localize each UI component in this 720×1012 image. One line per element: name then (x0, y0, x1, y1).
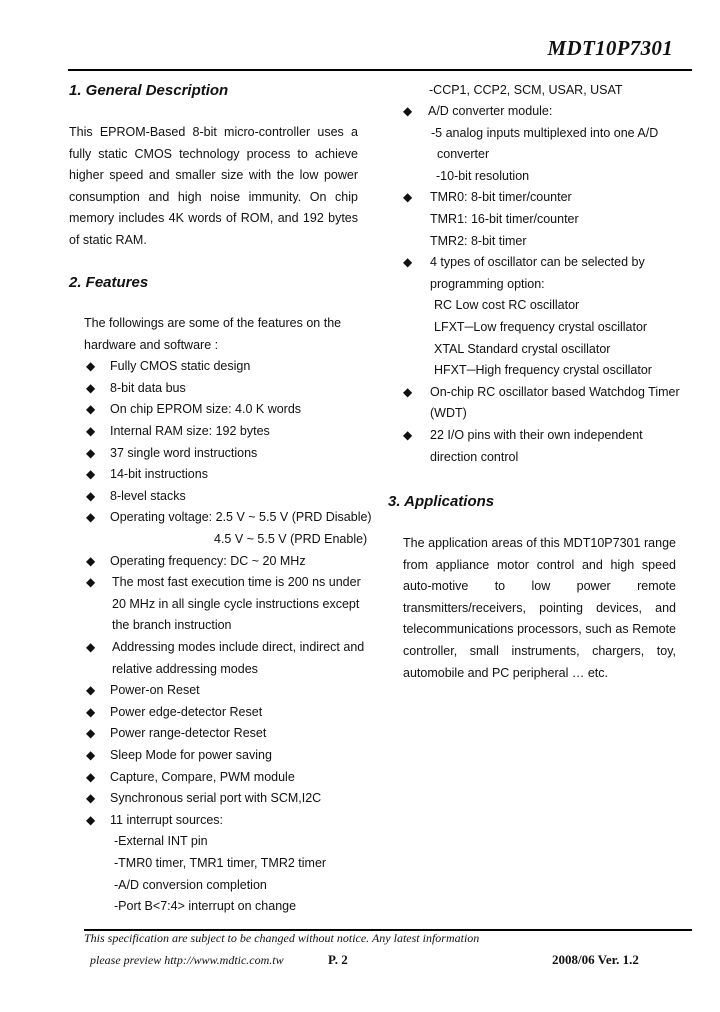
feature-item: Internal RAM size: 192 bytes (110, 424, 270, 438)
diamond-bullet-icon: ◆ (86, 704, 96, 719)
diamond-bullet-icon: ◆ (403, 428, 413, 442)
feature-item: On chip EPROM size: 4.0 K words (110, 402, 302, 417)
feature-item-continuation: -External INT pin (114, 834, 208, 849)
right-feature-continuation: TMR1: 16-bit timer/counter (430, 212, 579, 226)
diamond-bullet-icon: ◆ (403, 104, 413, 118)
right-feature-continuation: direction control (430, 449, 519, 464)
right-feature-item: 22 I/O pins with their own independent (430, 428, 643, 442)
diamond-bullet-icon: ◆ (403, 255, 413, 270)
right-feature-item: A/D converter module: (428, 104, 553, 118)
right-feature-continuation: -10-bit resolution (436, 168, 530, 183)
feature-item: Power-on Reset (110, 683, 200, 698)
feature-item: Addressing modes include direct, indirect and (112, 640, 365, 654)
ccp-continuation-line: -CCP1, CCP2, SCM, USAR, USAT (429, 83, 623, 97)
feature-item: 8-bit data bus (110, 380, 186, 395)
diamond-bullet-icon: ◆ (86, 791, 96, 806)
feature-item-continuation: 4.5 V ~ 5.5 V (PRD Enable) (214, 532, 368, 546)
feature-item: Operating frequency: DC ~ 20 MHz (110, 553, 306, 568)
diamond-bullet-icon: ◆ (86, 769, 96, 784)
diamond-bullet-icon: ◆ (86, 445, 96, 460)
diamond-bullet-icon: ◆ (86, 726, 96, 741)
page-number: P. 2 (328, 952, 348, 967)
features-intro-line: hardware and software : (84, 337, 219, 352)
diamond-bullet-icon: ◆ (86, 510, 96, 525)
feature-item: Synchronous serial port with SCM,I2C (110, 791, 322, 806)
diamond-bullet-icon: ◆ (86, 812, 96, 827)
feature-item: Fully CMOS static design (110, 359, 251, 374)
diamond-bullet-icon: ◆ (86, 748, 96, 762)
right-feature-continuation: LFXT─Low frequency crystal oscillator (434, 320, 648, 334)
general-description-heading: 1. General Description (69, 82, 229, 99)
diamond-bullet-icon: ◆ (86, 402, 96, 417)
footer-notice-line1: This specification are subject to be changed without notice. Any latest information (84, 931, 480, 945)
feature-item-continuation: the branch instruction (112, 618, 232, 633)
diamond-bullet-icon: ◆ (86, 380, 96, 395)
applications-heading: 3. Applications (388, 493, 495, 510)
feature-item: Power edge-detector Reset (110, 704, 263, 719)
right-feature-continuation: TMR2: 8-bit timer (430, 233, 527, 248)
feature-item: Capture, Compare, PWM module (110, 769, 295, 784)
general-description-text: This EPROM-Based 8-bit micro-controller uses a fully static CMOS technology process to achieve higher speed and smaller size with the low power consumption and high noise immunity. On chip memory includes 4K words of ROM, and 192 bytes of static RAM. (69, 125, 358, 247)
diamond-bullet-icon: ◆ (86, 575, 96, 590)
diamond-bullet-icon: ◆ (403, 384, 413, 399)
diamond-bullet-icon: ◆ (86, 359, 96, 374)
right-feature-continuation: HFXT─High frequency crystal oscillator (434, 363, 652, 378)
feature-item: Power range-detector Reset (110, 726, 267, 741)
right-feature-continuation: programming option: (430, 276, 545, 291)
diamond-bullet-icon: ◆ (403, 190, 413, 205)
right-feature-item: TMR0: 8-bit timer/counter (430, 190, 572, 205)
right-feature-continuation: -5 analog inputs multiplexed into one A/D (431, 125, 659, 140)
feature-item: Operating voltage: 2.5 V ~ 5.5 V (PRD Disable) (110, 510, 372, 525)
feature-item: The most fast execution time is 200 ns under (112, 575, 361, 590)
footer-notice-line2: please preview http://www.mdtic.com.tw (90, 953, 284, 967)
feature-item-continuation: relative addressing modes (112, 661, 258, 676)
applications-text: The application areas of this MDT10P7301 range from appliance motor control and high speed auto-motive to low power remote transmitters/receivers, pointing devices, and telecommunications processors, such as Remote controller, small instruments, chargers, toy, automobile and PC peripheral … etc. (403, 536, 676, 680)
diamond-bullet-icon: ◆ (86, 553, 96, 568)
diamond-bullet-icon: ◆ (86, 488, 96, 503)
header-rule (68, 69, 692, 71)
feature-item-continuation: -TMR0 timer, TMR1 timer, TMR2 timer (114, 856, 327, 870)
right-feature-item: On-chip RC oscillator based Watchdog Timer (430, 384, 680, 399)
right-feature-continuation: RC Low cost RC oscillator (434, 298, 580, 313)
feature-item-continuation: -Port B<7:4> interrupt on change (114, 899, 297, 914)
diamond-bullet-icon: ◆ (86, 640, 96, 654)
diamond-bullet-icon: ◆ (86, 467, 96, 482)
feature-item: 37 single word instructions (110, 445, 258, 460)
right-feature-continuation: converter (437, 147, 490, 162)
right-feature-continuation: (WDT) (430, 406, 467, 421)
feature-item: 11 interrupt sources: (110, 812, 224, 827)
features-heading: 2. Features (69, 274, 149, 291)
document-version: 2008/06 Ver. 1.2 (552, 952, 639, 967)
features-intro-line: The followings are some of the features on the (84, 316, 342, 330)
diamond-bullet-icon: ◆ (86, 683, 96, 698)
feature-item-continuation: 20 MHz in all single cycle instructions except (112, 596, 360, 611)
feature-item-continuation: -A/D conversion completion (114, 877, 267, 892)
feature-item: 8-level stacks (110, 488, 186, 503)
feature-item: 14-bit instructions (110, 467, 208, 482)
right-feature-continuation: XTAL Standard crystal oscillator (434, 341, 611, 356)
diamond-bullet-icon: ◆ (86, 424, 96, 438)
right-feature-item: 4 types of oscillator can be selected by (430, 255, 645, 270)
document-title: MDT10P7301 (547, 36, 673, 60)
feature-item: Sleep Mode for power saving (110, 748, 272, 762)
